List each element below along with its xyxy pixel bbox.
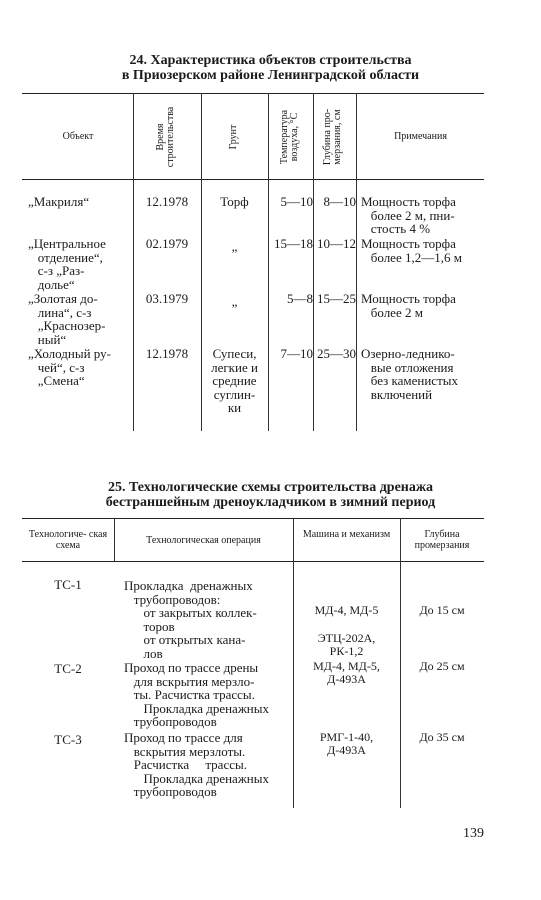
table24-cell-note: Мощность торфа более 2 м bbox=[361, 291, 456, 320]
table24-header-notes: Примечания bbox=[394, 131, 447, 142]
table24-header-depth: Глубина про- мерзания, см bbox=[322, 108, 343, 166]
table25-cell-depth: До 35 см bbox=[419, 730, 465, 744]
table24-cell-note: Озерно-леднико- вые отложения без каменистых включений bbox=[361, 346, 458, 402]
table24-cell-note: Мощность торфа более 1,2—1,6 м bbox=[361, 236, 462, 265]
table25-cell-operation: Прокладка дренажных трубопроводов: от закрытых коллек- торов от открытых кана- лов bbox=[124, 578, 257, 661]
table25-title-line1: 25. Технологические схемы строительства дренажа bbox=[107, 480, 433, 495]
table24-cell-object: „Макриля“ bbox=[28, 194, 90, 209]
table25-header-scheme: Технологиче- ская схема bbox=[28, 529, 108, 551]
table24-header-object: Объект bbox=[62, 131, 94, 142]
table25-cell-machine: МД-4, МД-5 bbox=[314, 603, 379, 617]
table24-cell-object: „Центральное отделение“, с-з „Раз- долье“ bbox=[28, 236, 106, 292]
table24-cell-depth: 25—30 bbox=[317, 346, 356, 361]
table24-cell-time: 03.1979 bbox=[145, 291, 189, 306]
table25-cell-scheme: ТС-3 bbox=[54, 732, 82, 747]
table25-header-rule bbox=[22, 561, 484, 562]
table24-cell-depth: 15—25 bbox=[317, 291, 356, 306]
table25-header-machine: Машина и механизм bbox=[302, 529, 391, 540]
table25-cell-operation: Проход по трассе дрены для вскрытия мерзло- ты. Расчистка трассы. Прокладка дренажных трубопроводов bbox=[124, 660, 269, 729]
table24-cell-time: 12.1978 bbox=[145, 346, 189, 361]
table25-cell-operation: Проход по трассе для вскрытия мерзлоты. Расчистка трассы. Прокладка дренажных трубопроводов bbox=[124, 730, 269, 799]
table25-cell-machine: РМГ-1-40, Д-493А bbox=[319, 730, 374, 757]
table24-cell-temp: 15—18 bbox=[274, 236, 313, 251]
table24-cell-temp: 5—8 bbox=[287, 291, 313, 306]
table25-cell-scheme: ТС-2 bbox=[54, 661, 82, 676]
table25-top-rule bbox=[22, 518, 484, 519]
table24-title-line1: 24. Характеристика объектов строительства bbox=[129, 53, 412, 68]
table24-header-soil: Грунт bbox=[228, 124, 239, 150]
table25-cell-scheme: ТС-1 bbox=[54, 577, 82, 592]
table24-cell-object: „Золотая до- лина“, с-з „Краснозер- ный“ bbox=[28, 291, 106, 347]
table24-cell-depth: 8—10 bbox=[323, 194, 356, 209]
table24-cell-temp: 5—10 bbox=[280, 194, 313, 209]
table24-cell-note: Мощность торфа более 2 м, пни- стость 4 % bbox=[361, 194, 456, 236]
table24-title-line2: в Приозерском районе Ленинградской области bbox=[121, 68, 420, 83]
table25-title-line2: бестраншейным дреноукладчиком в зимний период bbox=[105, 495, 436, 510]
table24-header-time: Время строительства bbox=[155, 106, 176, 168]
table25-cell-depth: До 15 см bbox=[419, 603, 465, 617]
table24-header-rule bbox=[22, 179, 484, 180]
table24-col-divider bbox=[313, 93, 314, 431]
table24-header-temp: Температура воздуха, °С bbox=[279, 109, 300, 165]
table25-header-depth: Глубина промерзания bbox=[414, 529, 470, 551]
table24-col-divider bbox=[356, 93, 357, 431]
table25-cell-machine: ЭТЦ-202А, РК-1,2 bbox=[317, 631, 376, 658]
table25-cell-depth: До 25 см bbox=[419, 659, 465, 673]
table24-cell-soil: „ bbox=[231, 239, 238, 254]
table24-col-divider bbox=[133, 93, 134, 431]
table24-col-divider bbox=[268, 93, 269, 431]
table24-cell-soil: „ bbox=[231, 294, 238, 309]
table24-cell-time: 02.1979 bbox=[145, 236, 189, 251]
table25-cell-machine: МД-4, МД-5, Д-493А bbox=[313, 659, 380, 686]
table24-cell-temp: 7—10 bbox=[280, 346, 313, 361]
table24-cell-soil: Торф bbox=[220, 194, 249, 209]
table25-header-operation: Технологическая операция bbox=[146, 535, 261, 546]
page-number: 139 bbox=[463, 826, 484, 841]
table24-cell-object: „Холодный ру- чей“, с-з „Смена“ bbox=[28, 346, 111, 388]
table24-cell-depth: 10—12 bbox=[317, 236, 356, 251]
table24-top-rule bbox=[22, 93, 484, 94]
table24-cell-soil: Супеси, легкие и средние суглин- ки bbox=[211, 346, 258, 415]
table24-cell-time: 12.1978 bbox=[145, 194, 189, 209]
